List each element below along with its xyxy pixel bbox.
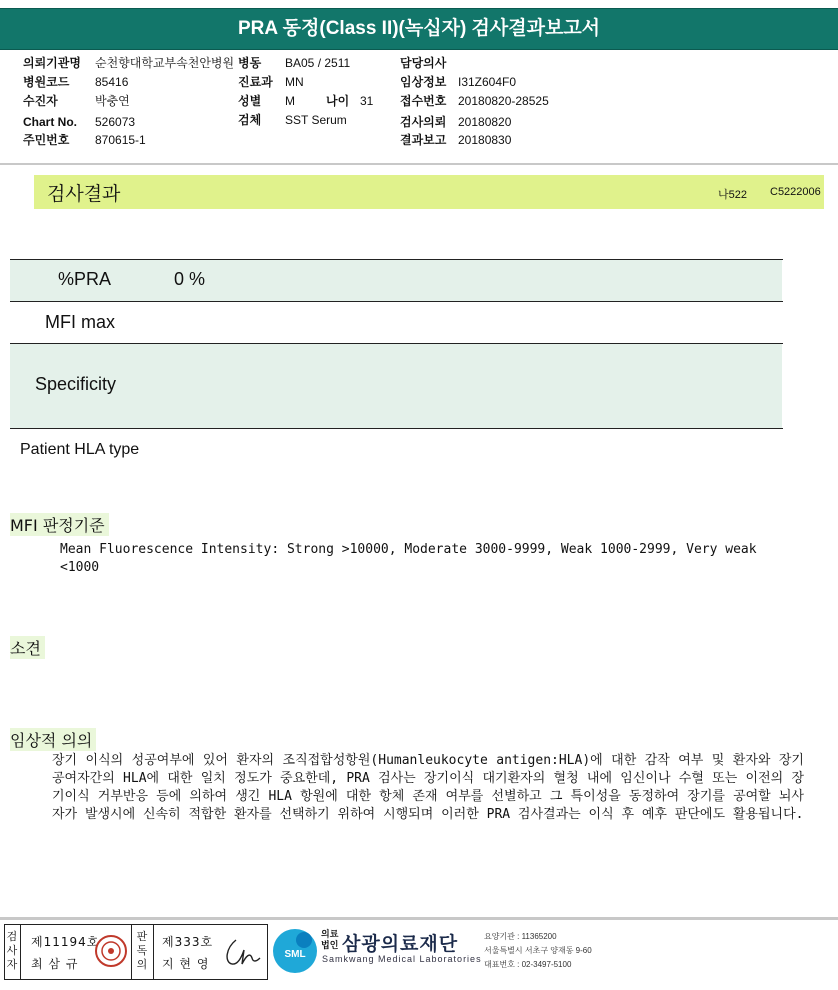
department-label: 진료과 [238,75,273,89]
reviewer-signature [222,934,262,970]
hospital-code-value: 85416 [95,75,129,89]
patient-name-value: 박충연 [95,94,130,108]
pra-label: %PRA [58,269,112,289]
opinion-title: 소견 [10,636,45,659]
doctor-label: 담당의사 [400,56,447,70]
header-divider [0,163,838,165]
reviewer-name: 지 현 영 [162,957,210,971]
pra-value: 0 % [174,269,206,289]
institution-label: 의뢰기관명 [23,56,81,70]
ward-label: 병동 [238,56,262,70]
result-title: 검사결과 [47,183,121,205]
specimen-value: SST Serum [285,113,347,127]
org-prefix-bottom: 법인 [321,941,339,951]
table-line [10,301,783,302]
logo-text: SML [284,949,306,960]
chart-no-value: 526073 [95,115,136,129]
receipt-no-label: 접수번호 [400,94,447,108]
org-code: 요양기관 : 11365200 [484,932,557,941]
age-value: 31 [360,94,374,108]
mfi-criteria-line2: <1000 [60,560,100,575]
report-date-value: 20180830 [458,133,512,147]
box-divider [131,924,132,980]
hospital-code-label: 병원코드 [23,75,70,89]
report-date-label: 결과보고 [400,133,447,147]
specimen-label: 검체 [238,113,262,127]
request-date-label: 검사의뢰 [400,115,447,129]
reviewer-label: 판독의 [136,930,148,971]
patient-hla-label: Patient HLA type [20,441,140,458]
mfi-max-label: MFI max [45,312,115,332]
age-label: 나이 [326,94,350,108]
clinical-text: 장기 이식의 성공여부에 있어 환자의 조직접합성항원(Humanleukocyte antigen:HLA)에 대한 감작 여부 및 환자와 장기공여자간의 HLA에 대한 일치 정도가 중요한데, PRA 검사는 장기이식 대기환자의 혈청 내에 임신이나 수혈 또는 이전의 장기이식 거부반응 등에 의하여 생긴 HLA 항원에 대한 항체 존재 여부를 선별하고 그 특이성을 동정하여 장기를 공여할 뇌사자가 발생시에 신속히 적합한 환자를 선택하기 위하여 시행되며 이러한 PRA 검사결과는 이식 후 예후 판단에도 활용됩니다. [52,753,804,822]
org-name: 삼광의료재단 [342,933,459,955]
result-code-2: C5222006 [770,186,821,198]
org-prefix [321,930,338,952]
inspector-label: 검사자 [6,930,18,971]
sml-logo [272,928,318,974]
receipt-no-value: 20180820-28525 [458,94,549,108]
pra-row [10,259,782,301]
mfi-criteria-line1: Mean Fluorescence Intensity: Strong >10000, Moderate 3000-9999, Weak 1000-2999, Very weak [60,542,757,557]
inspector-license: 제11194호 [31,935,100,949]
report-title-bar [0,8,838,50]
request-date-value: 20180820 [458,115,512,129]
clinical-info-label: 임상정보 [400,75,447,89]
institution-value: 순천향대학교부속천안병원 [95,56,235,70]
clinical-info-value: I31Z604F0 [458,75,517,89]
org-phone: 대표번호 : 02-3497-5100 [484,960,572,969]
org-prefix-top: 의료 [321,930,339,940]
inspector-seal [94,932,128,970]
org-address: 서울특별시 서초구 양재동 9-60 [484,946,592,955]
reviewer-license: 제333호 [162,935,214,949]
specificity-label: Specificity [35,374,117,394]
result-header-band [34,175,824,209]
resident-no-value: 870615-1 [95,133,146,147]
table-line [10,259,783,260]
mfi-criteria-title: MFI 판정기준 [10,513,109,536]
box-divider [153,924,154,980]
table-line [10,428,783,429]
footer-divider [0,917,838,920]
department-value: MN [285,75,304,89]
org-english-name: Samkwang Medical Laboratories [322,954,482,964]
patient-name-label: 수진자 [23,94,58,108]
inspector-name: 최 삼 규 [31,957,79,971]
result-code-1: 나522 [718,189,747,201]
ward-value: BA05 / 2511 [285,56,351,70]
chart-no-label: Chart No. [23,115,77,129]
box-divider [20,924,21,980]
specificity-row [10,344,782,428]
sex-label: 성별 [238,94,262,108]
resident-no-label: 주민번호 [23,133,70,147]
report-title: PRA 동정(Class II)(녹십자) 검사결과보고서 [237,18,601,39]
sex-value: M [285,94,295,108]
clinical-title: 임상적 의의 [10,728,96,751]
